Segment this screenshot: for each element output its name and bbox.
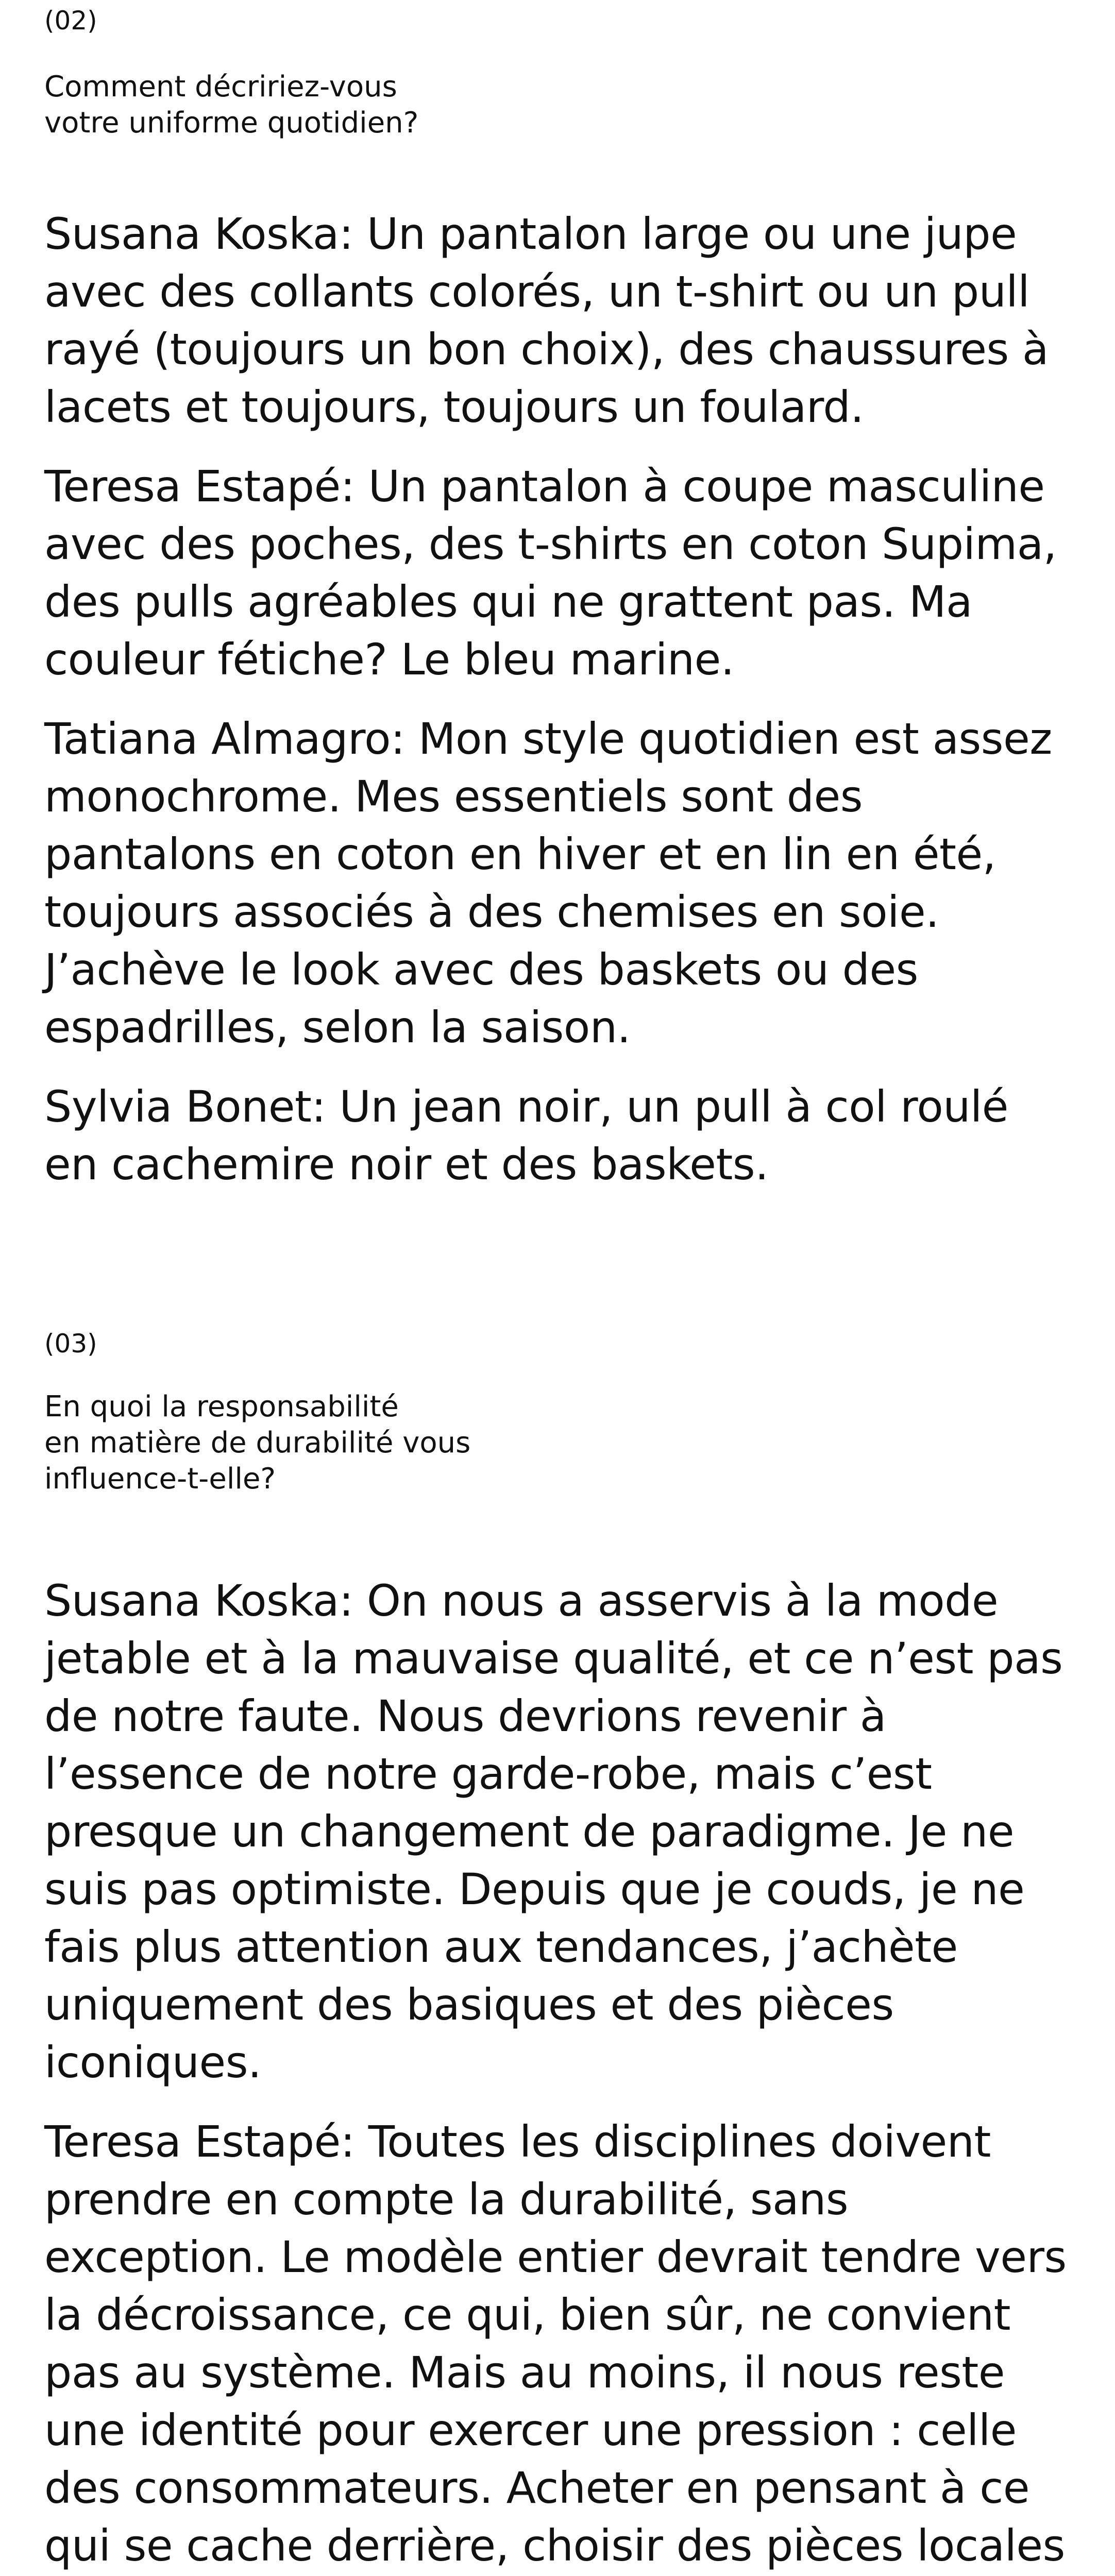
answer-teresa-estape: Teresa Estapé: Un pantalon à coupe masculine avec des poches, des t-shirts en coton Supima, des pulls agréables qui ne grattent pas. Ma couleur fétiche? Le bleu marine. (44, 461, 1057, 685)
section-03 (44, 1328, 1071, 2576)
section-02 (44, 0, 1071, 1193)
section-question: En quoi la responsabilité en matière de durabilité vous influence-t-elle? (44, 1390, 471, 1496)
answers-list (44, 205, 1071, 1193)
answer-susana-koska: Susana Koska: On nous a asservis à la mode jetable et à la mauvaise qualité, et ce n’est pas de notre faute. Nous devrions revenir à l’essence de notre garde-robe, mais c’est presque un changement de paradigme. Je ne suis pas optimiste. Depuis que je couds, je ne fais plus attention aux tendances, j’achète uniquement des basiques et des pièces iconiques. (44, 1575, 1063, 2088)
answer-tatiana-almagro: Tatiana Almagro: Mon style quotidien est assez monochrome. Mes essentiels sont des pantalons en coton en hiver et en lin en été, toujours associés à des chemises en soie. J’achève le look avec des baskets ou des espadrilles, selon la saison. (44, 714, 1052, 1053)
answer-sylvia-bonet: Sylvia Bonet: Un jean noir, un pull à col roulé en cachemire noir et des baskets. (44, 1081, 1008, 1190)
section-number: (02) (44, 6, 97, 36)
answer-susana-koska: Susana Koska: Un pantalon large ou une jupe avec des collants colorés, un t-shirt ou un pull rayé (toujours un bon choix), des chaussures à lacets et toujours, toujours un foulard. (44, 209, 1049, 432)
section-number: (03) (44, 1329, 97, 1359)
answer-teresa-estape: Teresa Estapé: Toutes les disciplines doivent prendre en compte la durabilité, sans exception. Le modèle entier devrait tendre vers la décroissance, ce qui, bien sûr, ne convient pas au système. Mais au moins, il nous reste une identité pour exercer une pression : celle des consommateurs. Acheter en pensant à ce qui se cache derrière, choisir des pièces locales (44, 2116, 1067, 2571)
section-question: Comment décririez-vous votre uniforme quotidien? (44, 70, 419, 140)
answers-list (44, 1572, 1071, 2576)
